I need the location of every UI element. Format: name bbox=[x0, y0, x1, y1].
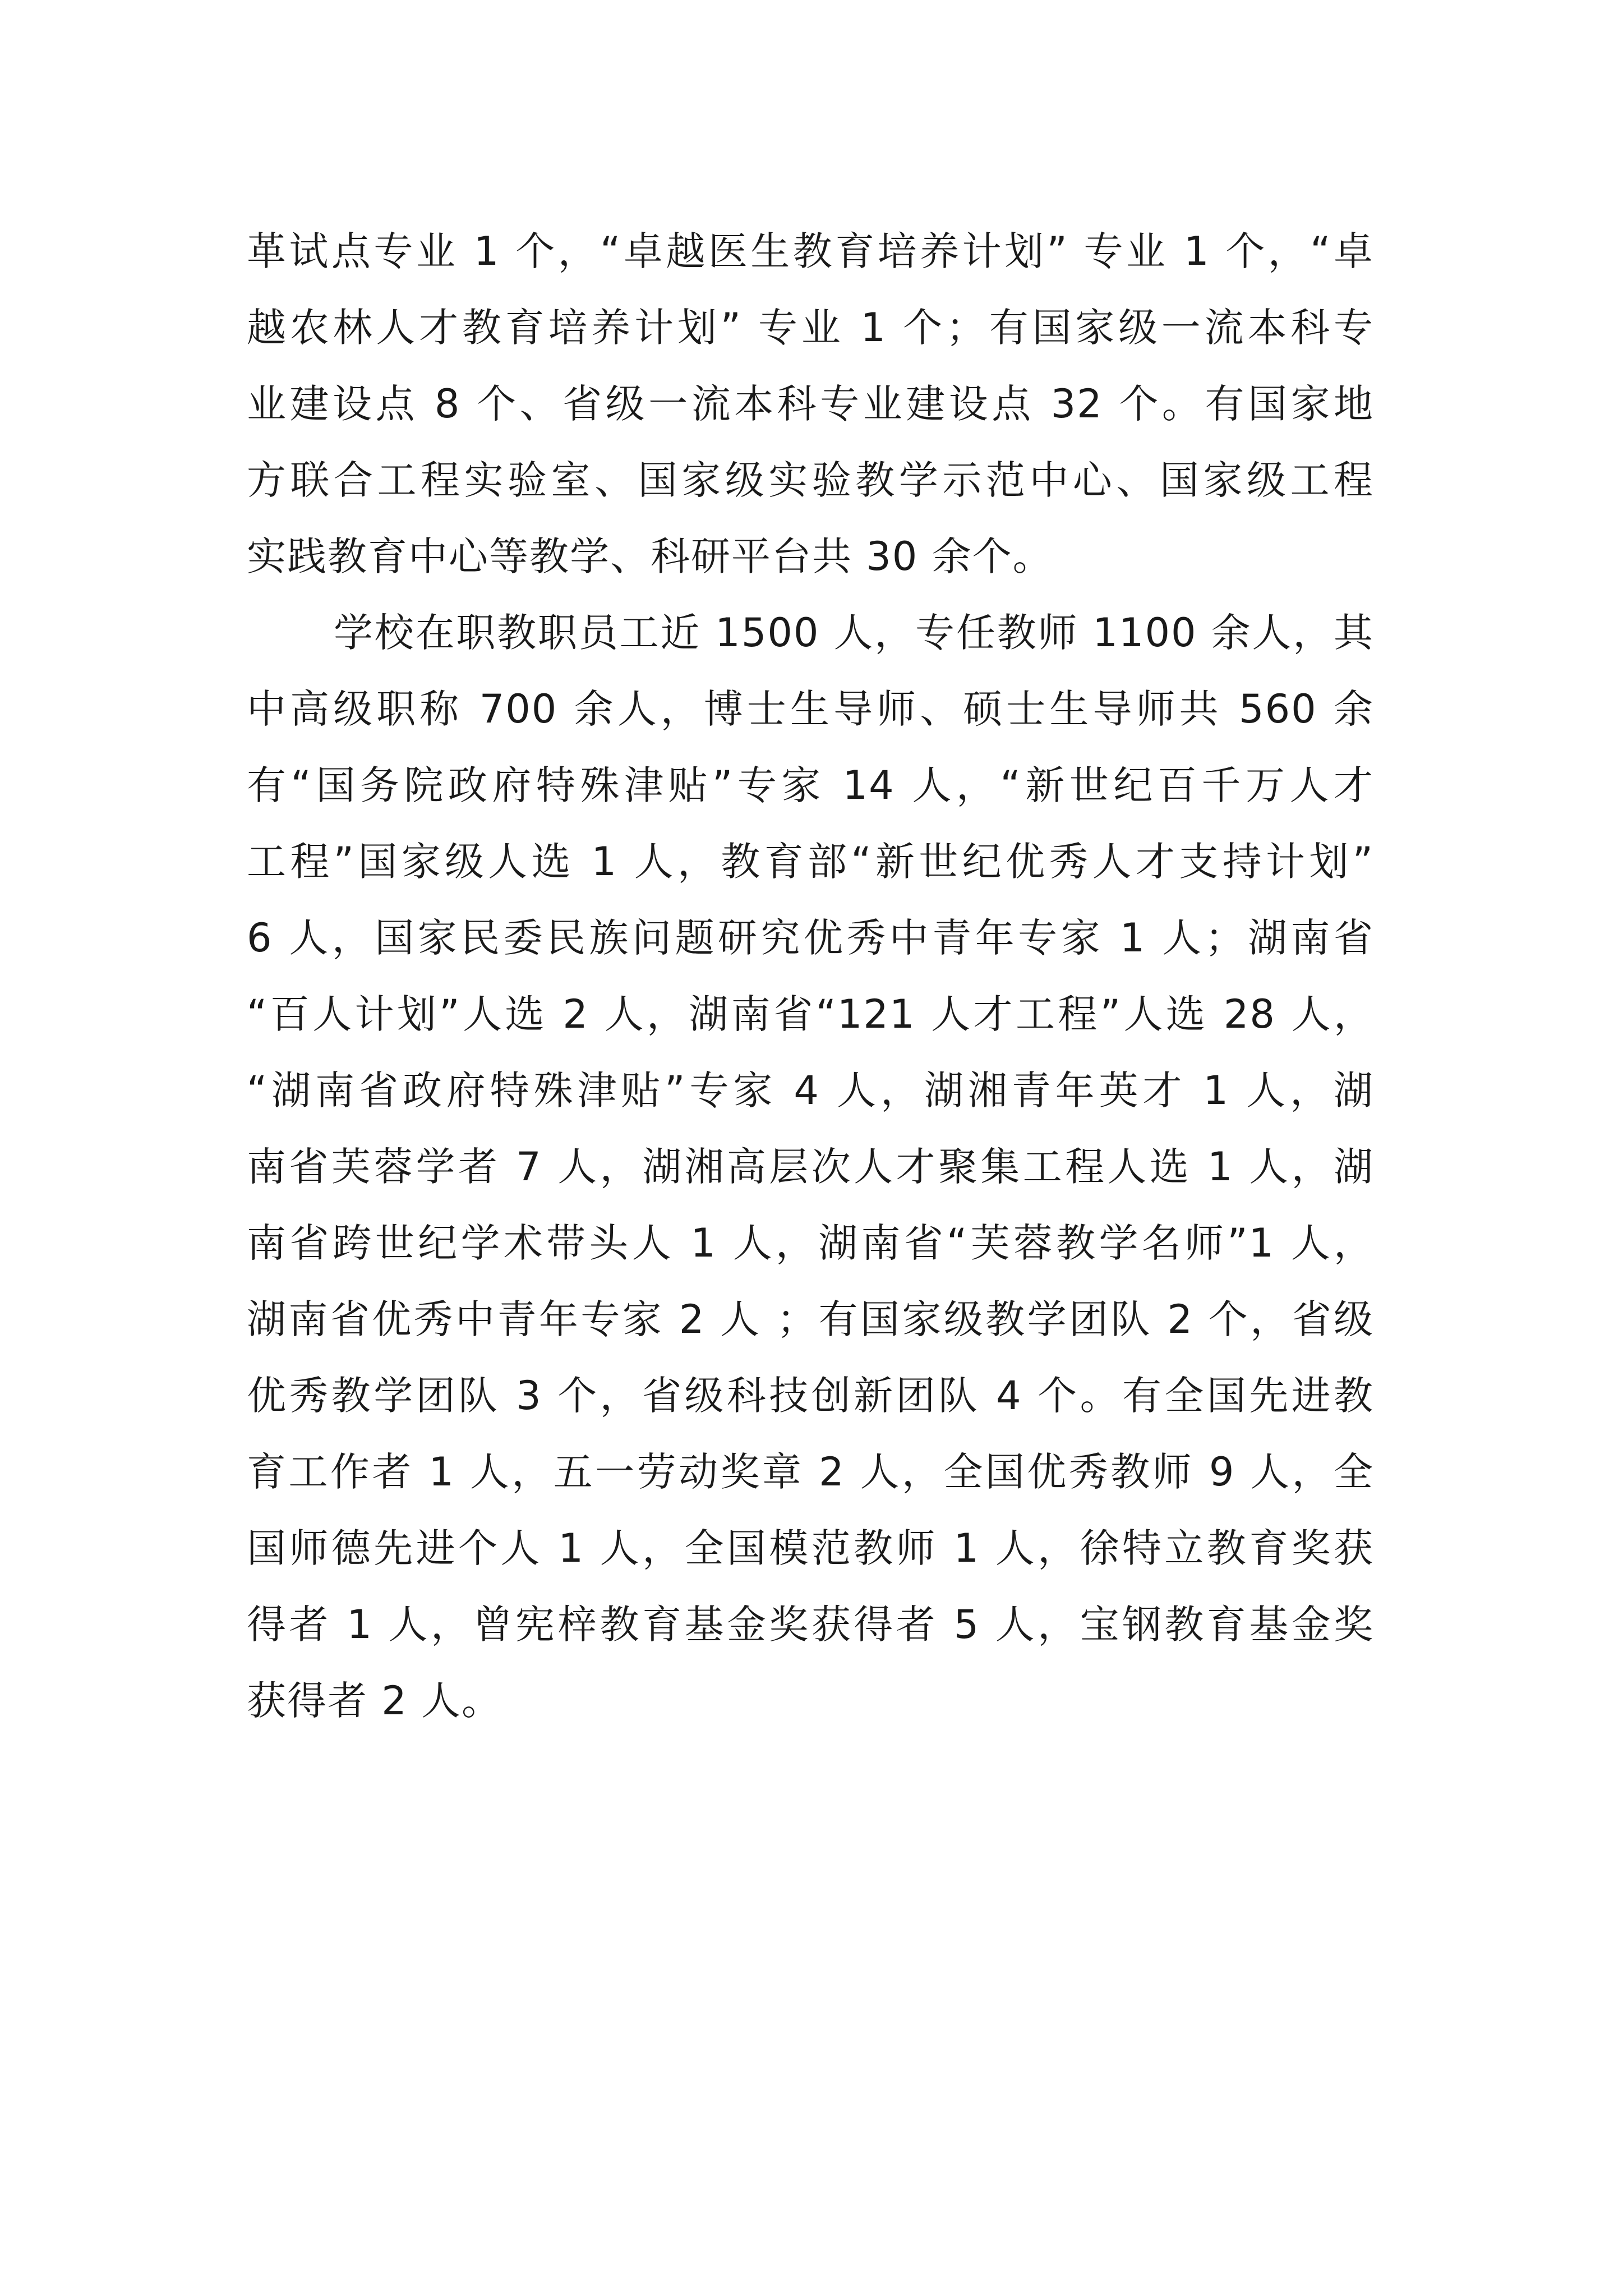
text-line: 有“国务院政府特殊津贴”专家 14 人，“新世纪百千万人才 bbox=[247, 762, 1374, 808]
text-line: 方联合工程实验室、国家级实验教学示范中心、国家级工程 bbox=[247, 457, 1374, 503]
text-line: 优秀教学团队 3 个，省级科技创新团队 4 个。有全国先进教 bbox=[247, 1373, 1374, 1419]
text-line: 革试点专业 1 个，“卓越医生教育培养计划” 专业 1 个，“卓 bbox=[247, 228, 1374, 274]
text-line: 业建设点 8 个、省级一流本科专业建设点 32 个。有国家地 bbox=[247, 381, 1374, 427]
text-line: 南省芙蓉学者 7 人，湖湘高层次人才聚集工程人选 1 人，湖 bbox=[247, 1144, 1374, 1190]
text-line: 工程”国家级人选 1 人，教育部“新世纪优秀人才支持计划” bbox=[247, 839, 1374, 885]
text-line: 6 人，国家民委民族问题研究优秀中青年专家 1 人；湖南省 bbox=[247, 915, 1374, 961]
text-line: “湖南省政府特殊津贴”专家 4 人，湖湘青年英才 1 人，湖 bbox=[247, 1068, 1374, 1114]
text-line: 获得者 2 人。 bbox=[247, 1678, 502, 1724]
text-line: 国师德先进个人 1 人，全国模范教师 1 人，徐特立教育奖获 bbox=[247, 1525, 1374, 1571]
text-line: “百人计划”人选 2 人，湖南省“121 人才工程”人选 28 人， bbox=[247, 991, 1374, 1037]
text-line: 南省跨世纪学术带头人 1 人，湖南省“芙蓉教学名师”1 人， bbox=[247, 1220, 1374, 1266]
text-line: 学校在职教职员工近 1500 人，专任教师 1100 余人，其 bbox=[334, 610, 1374, 656]
text-line: 越农林人才教育培养计划” 专业 1 个；有国家级一流本科专 bbox=[247, 305, 1374, 351]
text-line: 湖南省优秀中青年专家 2 人 ；有国家级教学团队 2 个，省级 bbox=[247, 1296, 1374, 1342]
text-line: 育工作者 1 人，五一劳动奖章 2 人，全国优秀教师 9 人，全 bbox=[247, 1449, 1374, 1495]
text-line: 实践教育中心等教学、科研平台共 30 余个。 bbox=[247, 533, 1053, 579]
text-line: 得者 1 人，曾宪梓教育基金奖获得者 5 人，宝钢教育基金奖 bbox=[247, 1602, 1374, 1648]
body-text bbox=[247, 213, 1374, 1739]
text-line: 中高级职称 700 余人，博士生导师、硕士生导师共 560 余 bbox=[247, 686, 1374, 732]
